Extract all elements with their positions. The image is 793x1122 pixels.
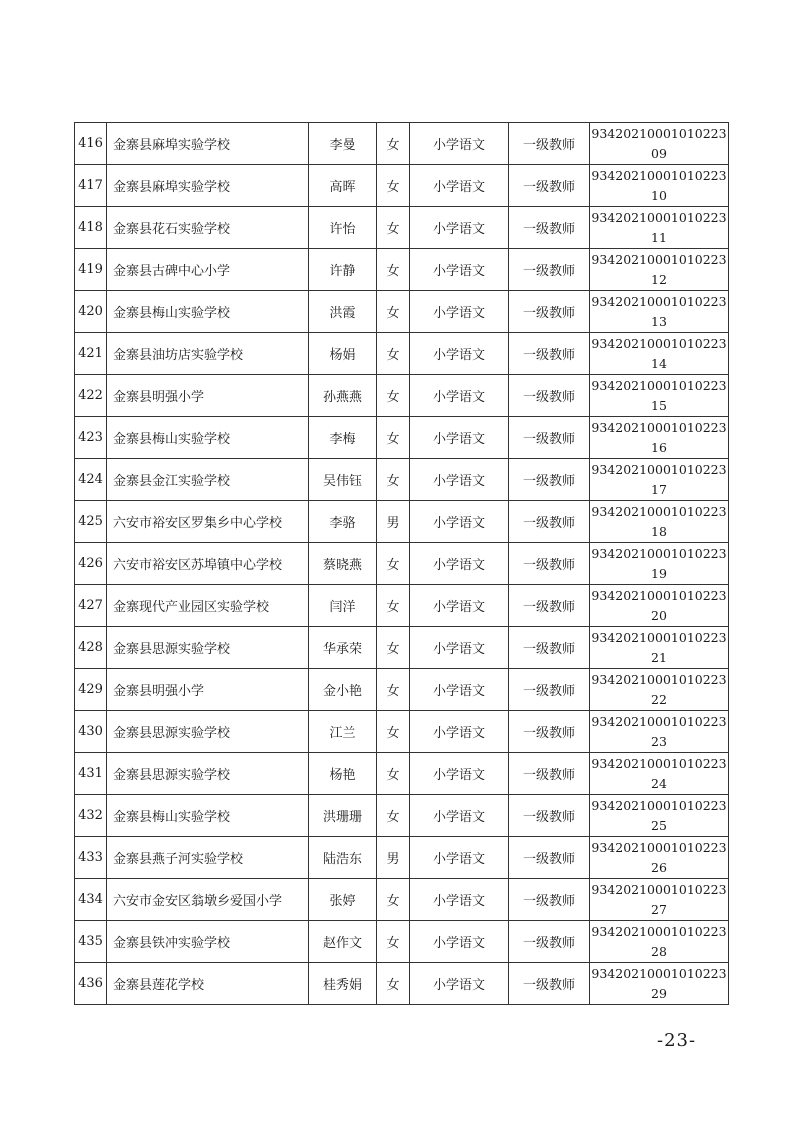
teacher-name-cell: 闫洋 — [309, 585, 377, 627]
gender-cell: 女 — [377, 249, 410, 291]
certificate-number-cell: 9342021000101022327 — [590, 879, 729, 921]
school-name-cell: 金寨县燕子河实验学校 — [107, 837, 309, 879]
teacher-name-cell: 高晖 — [309, 165, 377, 207]
gender-cell: 女 — [377, 879, 410, 921]
table-row — [75, 879, 729, 921]
professional-title-cell: 一级教师 — [509, 963, 590, 1005]
table-row — [75, 165, 729, 207]
subject-cell: 小学语文 — [410, 795, 509, 837]
subject-cell: 小学语文 — [410, 501, 509, 543]
certificate-number-cell: 9342021000101022328 — [590, 921, 729, 963]
row-number-cell: 418 — [75, 207, 107, 249]
row-number-cell: 427 — [75, 585, 107, 627]
certificate-number-cell: 9342021000101022313 — [590, 291, 729, 333]
table-row — [75, 627, 729, 669]
row-number-cell: 431 — [75, 753, 107, 795]
gender-cell: 女 — [377, 165, 410, 207]
table-row — [75, 375, 729, 417]
table-row — [75, 795, 729, 837]
gender-cell: 男 — [377, 837, 410, 879]
gender-cell: 女 — [377, 459, 410, 501]
table-row — [75, 123, 729, 165]
teacher-name-cell: 许怡 — [309, 207, 377, 249]
table-row — [75, 753, 729, 795]
table-row — [75, 543, 729, 585]
certificate-number-cell: 9342021000101022317 — [590, 459, 729, 501]
subject-cell: 小学语文 — [410, 543, 509, 585]
school-name-cell: 金寨县油坊店实验学校 — [107, 333, 309, 375]
row-number-cell: 436 — [75, 963, 107, 1005]
teacher-name-cell: 金小艳 — [309, 669, 377, 711]
table-row — [75, 963, 729, 1005]
subject-cell: 小学语文 — [410, 963, 509, 1005]
table-row — [75, 459, 729, 501]
table-row — [75, 585, 729, 627]
subject-cell: 小学语文 — [410, 711, 509, 753]
certificate-number-cell: 9342021000101022319 — [590, 543, 729, 585]
professional-title-cell: 一级教师 — [509, 417, 590, 459]
professional-title-cell: 一级教师 — [509, 501, 590, 543]
table-row — [75, 837, 729, 879]
certificate-number-cell: 9342021000101022318 — [590, 501, 729, 543]
professional-title-cell: 一级教师 — [509, 627, 590, 669]
school-name-cell: 金寨县梅山实验学校 — [107, 795, 309, 837]
subject-cell: 小学语文 — [410, 417, 509, 459]
table-row — [75, 291, 729, 333]
certificate-number-cell: 9342021000101022309 — [590, 123, 729, 165]
subject-cell: 小学语文 — [410, 669, 509, 711]
table-row — [75, 921, 729, 963]
certificate-number-cell: 9342021000101022312 — [590, 249, 729, 291]
table-row — [75, 249, 729, 291]
teacher-name-cell: 李骆 — [309, 501, 377, 543]
teacher-name-cell: 桂秀娟 — [309, 963, 377, 1005]
roster-body — [75, 123, 729, 1005]
teacher-name-cell: 洪霞 — [309, 291, 377, 333]
subject-cell: 小学语文 — [410, 459, 509, 501]
professional-title-cell: 一级教师 — [509, 669, 590, 711]
professional-title-cell: 一级教师 — [509, 333, 590, 375]
row-number-cell: 423 — [75, 417, 107, 459]
school-name-cell: 金寨县梅山实验学校 — [107, 417, 309, 459]
row-number-cell: 419 — [75, 249, 107, 291]
subject-cell: 小学语文 — [410, 837, 509, 879]
professional-title-cell: 一级教师 — [509, 711, 590, 753]
professional-title-cell: 一级教师 — [509, 543, 590, 585]
teacher-name-cell: 李梅 — [309, 417, 377, 459]
subject-cell: 小学语文 — [410, 249, 509, 291]
certificate-number-cell: 9342021000101022315 — [590, 375, 729, 417]
teacher-roster-table — [74, 122, 729, 1005]
professional-title-cell: 一级教师 — [509, 753, 590, 795]
teacher-name-cell: 杨娟 — [309, 333, 377, 375]
certificate-number-cell: 9342021000101022314 — [590, 333, 729, 375]
professional-title-cell: 一级教师 — [509, 291, 590, 333]
professional-title-cell: 一级教师 — [509, 207, 590, 249]
subject-cell: 小学语文 — [410, 627, 509, 669]
certificate-number-cell: 9342021000101022316 — [590, 417, 729, 459]
certificate-number-cell: 9342021000101022329 — [590, 963, 729, 1005]
professional-title-cell: 一级教师 — [509, 837, 590, 879]
row-number-cell: 426 — [75, 543, 107, 585]
row-number-cell: 416 — [75, 123, 107, 165]
school-name-cell: 金寨县麻埠实验学校 — [107, 165, 309, 207]
certificate-number-cell: 9342021000101022321 — [590, 627, 729, 669]
subject-cell: 小学语文 — [410, 333, 509, 375]
certificate-number-cell: 9342021000101022326 — [590, 837, 729, 879]
teacher-name-cell: 蔡晓燕 — [309, 543, 377, 585]
gender-cell: 女 — [377, 123, 410, 165]
school-name-cell: 金寨县思源实验学校 — [107, 711, 309, 753]
certificate-number-cell: 9342021000101022310 — [590, 165, 729, 207]
school-name-cell: 六安市裕安区罗集乡中心学校 — [107, 501, 309, 543]
teacher-name-cell: 许静 — [309, 249, 377, 291]
row-number-cell: 433 — [75, 837, 107, 879]
certificate-number-cell: 9342021000101022324 — [590, 753, 729, 795]
school-name-cell: 金寨县明强小学 — [107, 375, 309, 417]
certificate-number-cell: 9342021000101022322 — [590, 669, 729, 711]
row-number-cell: 432 — [75, 795, 107, 837]
school-name-cell: 金寨县金江实验学校 — [107, 459, 309, 501]
gender-cell: 女 — [377, 207, 410, 249]
school-name-cell: 金寨县明强小学 — [107, 669, 309, 711]
school-name-cell: 六安市金安区翁墩乡爱国小学 — [107, 879, 309, 921]
teacher-name-cell: 赵作文 — [309, 921, 377, 963]
row-number-cell: 428 — [75, 627, 107, 669]
gender-cell: 女 — [377, 627, 410, 669]
table-row — [75, 333, 729, 375]
gender-cell: 女 — [377, 963, 410, 1005]
page-number: -23- — [657, 1030, 697, 1051]
school-name-cell: 金寨县思源实验学校 — [107, 627, 309, 669]
gender-cell: 男 — [377, 501, 410, 543]
teacher-name-cell: 华承荣 — [309, 627, 377, 669]
table-row — [75, 711, 729, 753]
professional-title-cell: 一级教师 — [509, 165, 590, 207]
professional-title-cell: 一级教师 — [509, 459, 590, 501]
school-name-cell: 金寨县莲花学校 — [107, 963, 309, 1005]
gender-cell: 女 — [377, 333, 410, 375]
teacher-name-cell: 孙燕燕 — [309, 375, 377, 417]
subject-cell: 小学语文 — [410, 375, 509, 417]
professional-title-cell: 一级教师 — [509, 795, 590, 837]
table-row — [75, 207, 729, 249]
professional-title-cell: 一级教师 — [509, 879, 590, 921]
subject-cell: 小学语文 — [410, 879, 509, 921]
row-number-cell: 435 — [75, 921, 107, 963]
row-number-cell: 429 — [75, 669, 107, 711]
certificate-number-cell: 9342021000101022311 — [590, 207, 729, 249]
school-name-cell: 金寨县古碑中心小学 — [107, 249, 309, 291]
teacher-name-cell: 张婷 — [309, 879, 377, 921]
subject-cell: 小学语文 — [410, 123, 509, 165]
row-number-cell: 417 — [75, 165, 107, 207]
row-number-cell: 425 — [75, 501, 107, 543]
row-number-cell: 422 — [75, 375, 107, 417]
professional-title-cell: 一级教师 — [509, 249, 590, 291]
subject-cell: 小学语文 — [410, 921, 509, 963]
certificate-number-cell: 9342021000101022323 — [590, 711, 729, 753]
gender-cell: 女 — [377, 291, 410, 333]
certificate-number-cell: 9342021000101022325 — [590, 795, 729, 837]
gender-cell: 女 — [377, 921, 410, 963]
table-row — [75, 501, 729, 543]
school-name-cell: 金寨县铁冲实验学校 — [107, 921, 309, 963]
gender-cell: 女 — [377, 711, 410, 753]
gender-cell: 女 — [377, 417, 410, 459]
gender-cell: 女 — [377, 669, 410, 711]
teacher-name-cell: 杨艳 — [309, 753, 377, 795]
row-number-cell: 424 — [75, 459, 107, 501]
table-row — [75, 669, 729, 711]
teacher-name-cell: 洪珊珊 — [309, 795, 377, 837]
table-row — [75, 417, 729, 459]
gender-cell: 女 — [377, 543, 410, 585]
school-name-cell: 六安市裕安区苏埠镇中心学校 — [107, 543, 309, 585]
subject-cell: 小学语文 — [410, 291, 509, 333]
professional-title-cell: 一级教师 — [509, 921, 590, 963]
row-number-cell: 421 — [75, 333, 107, 375]
row-number-cell: 430 — [75, 711, 107, 753]
teacher-name-cell: 李曼 — [309, 123, 377, 165]
subject-cell: 小学语文 — [410, 753, 509, 795]
subject-cell: 小学语文 — [410, 207, 509, 249]
subject-cell: 小学语文 — [410, 165, 509, 207]
professional-title-cell: 一级教师 — [509, 375, 590, 417]
gender-cell: 女 — [377, 375, 410, 417]
professional-title-cell: 一级教师 — [509, 585, 590, 627]
gender-cell: 女 — [377, 585, 410, 627]
row-number-cell: 434 — [75, 879, 107, 921]
professional-title-cell: 一级教师 — [509, 123, 590, 165]
teacher-name-cell: 吴伟钰 — [309, 459, 377, 501]
certificate-number-cell: 9342021000101022320 — [590, 585, 729, 627]
school-name-cell: 金寨县花石实验学校 — [107, 207, 309, 249]
gender-cell: 女 — [377, 753, 410, 795]
subject-cell: 小学语文 — [410, 585, 509, 627]
school-name-cell: 金寨县梅山实验学校 — [107, 291, 309, 333]
school-name-cell: 金寨县麻埠实验学校 — [107, 123, 309, 165]
gender-cell: 女 — [377, 795, 410, 837]
school-name-cell: 金寨现代产业园区实验学校 — [107, 585, 309, 627]
teacher-name-cell: 江兰 — [309, 711, 377, 753]
teacher-name-cell: 陆浩东 — [309, 837, 377, 879]
school-name-cell: 金寨县思源实验学校 — [107, 753, 309, 795]
row-number-cell: 420 — [75, 291, 107, 333]
